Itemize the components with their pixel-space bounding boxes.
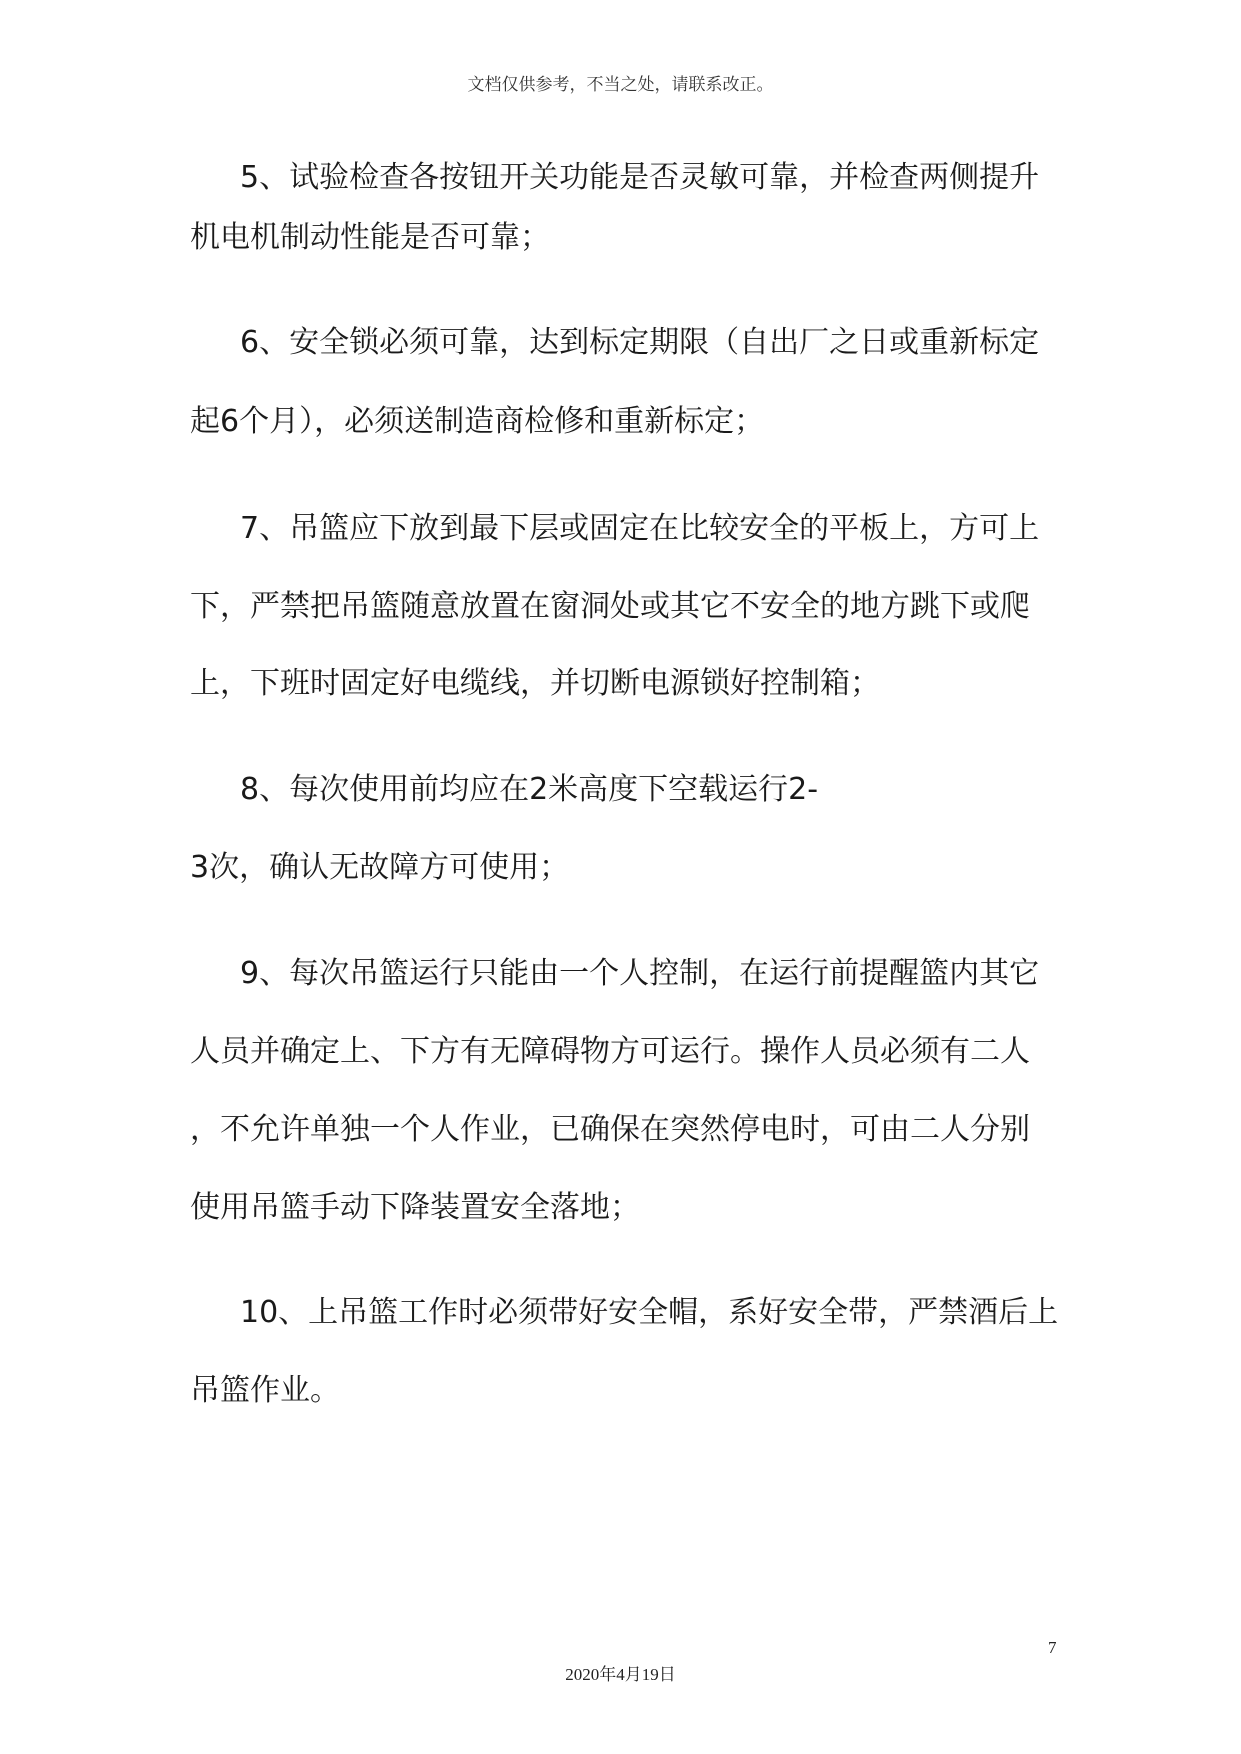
paragraph-line: 吊篮作业。 [190, 1373, 340, 1408]
paragraph-line: 6、安全锁必须可靠，达到标定期限（自出厂之日或重新标定 [240, 325, 1040, 360]
paragraph-line: 8、每次使用前均应在2米高度下空载运行2- [240, 772, 819, 807]
paragraph-line: 5、试验检查各按钮开关功能是否灵敏可靠，并检查两侧提升 [240, 160, 1040, 195]
paragraph-line: 使用吊篮手动下降装置安全落地； [190, 1190, 640, 1225]
paragraph-line: 起6个月），必须送制造商检修和重新标定； [190, 404, 765, 439]
paragraph-line: 9、每次吊篮运行只能由一个人控制，在运行前提醒篮内其它 [240, 956, 1040, 991]
paragraph-line: 人员并确定上、下方有无障碍物方可运行。操作人员必须有二人 [190, 1034, 1030, 1069]
page-header: 文档仅供参考，不当之处，请联系改正。 [467, 75, 774, 95]
paragraph-line: ，不允许单独一个人作业，已确保在突然停电时，可由二人分别 [190, 1112, 1030, 1147]
paragraph-line: 机电机制动性能是否可靠； [190, 220, 550, 255]
paragraph-line: 10、上吊篮工作时必须带好安全帽，系好安全带，严禁酒后上 [240, 1295, 1059, 1330]
paragraph-line: 上，下班时固定好电缆线，并切断电源锁好控制箱； [190, 666, 880, 701]
paragraph-line: 3次，确认无故障方可使用； [190, 850, 570, 885]
page-footer-date: 2020年4月19日 [565, 1665, 676, 1684]
page-number: 7 [1048, 1638, 1057, 1657]
paragraph-line: 7、吊篮应下放到最下层或固定在比较安全的平板上，方可上 [240, 511, 1040, 546]
paragraph-line: 下，严禁把吊篮随意放置在窗洞处或其它不安全的地方跳下或爬 [190, 589, 1030, 624]
